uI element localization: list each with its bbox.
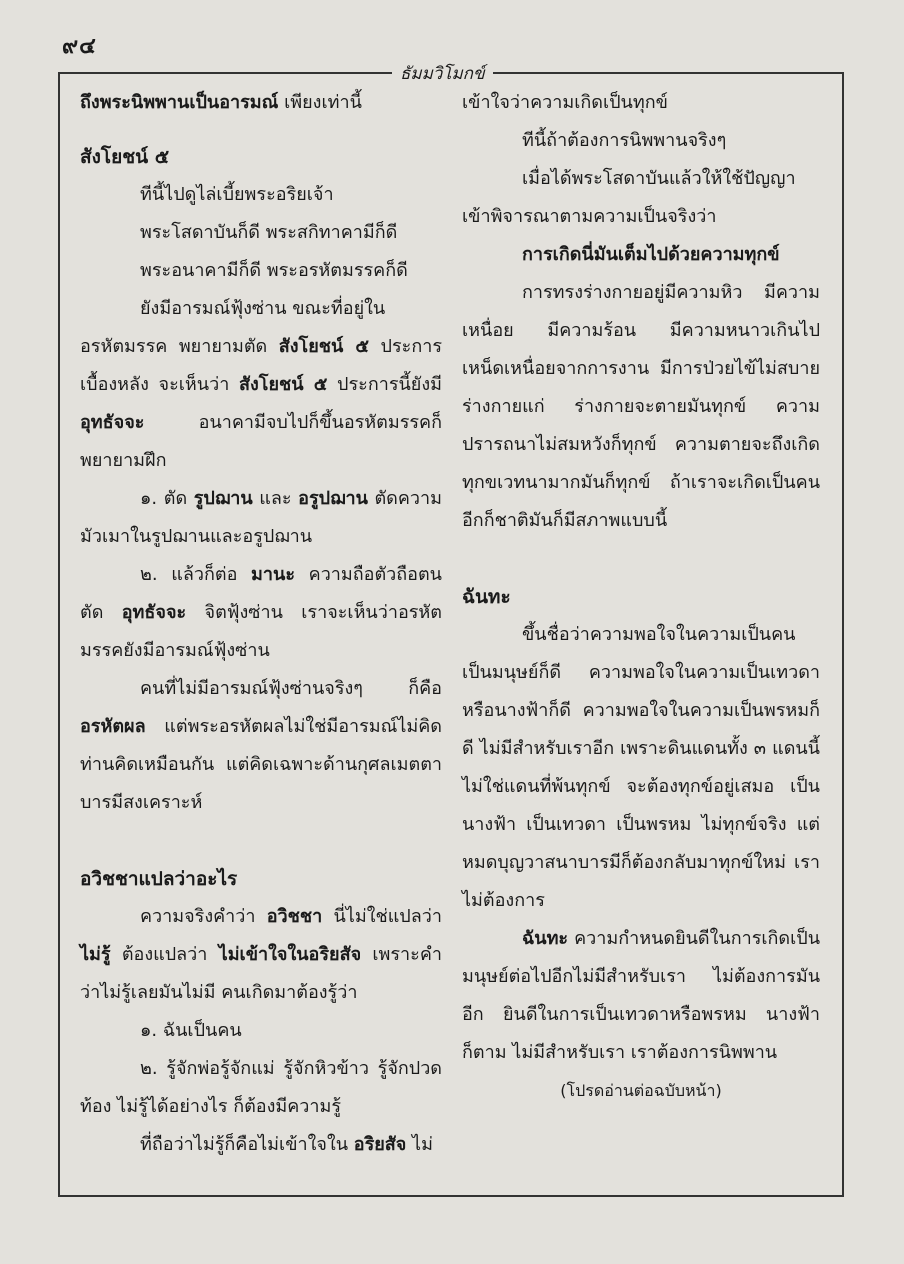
text: จิตฟุ้งซ่าน เราจะเห็นว่าอรหัตมรรคยังมีอารมณ์ฟุ้งซ่าน <box>80 602 442 661</box>
text: ความจริงคำว่า <box>140 906 267 927</box>
paragraph <box>80 1126 442 1164</box>
heading-sangyojana: สังโยชน์ ๕ <box>80 146 170 168</box>
subheading-suffering: การเกิดนี่มันเต็มไปด้วยความทุกข์ <box>522 244 780 265</box>
bold-text: ไม่เข้าใจในอริยสัจ <box>218 944 362 965</box>
paragraph: ทีนี้ถ้าต้องการนิพพานจริงๆ <box>522 130 727 151</box>
paragraph: เข้าใจว่าความเกิดเป็นทุกข์ <box>462 92 668 113</box>
list-item <box>80 556 442 670</box>
paragraph: พระอนาคามีก็ดี พระอรหัตมรรคก็ดี <box>140 260 408 281</box>
bold-text: อุทธัจจะ <box>80 412 145 433</box>
bold-text: ฉันทะ <box>522 928 569 949</box>
bold-text: อริยสัจ <box>353 1134 407 1155</box>
bold-text: รูปฌาน <box>193 488 253 509</box>
text: อนาคามีจบไปก็ขึ้นอรหัตมรรคก็พยายามฝึก <box>80 412 442 471</box>
text: ความกำหนดยินดีในการเกิดเป็นมนุษย์ต่อไปอีกไม่มีสำหรับเรา ไม่ต้องการมันอีก ยินดีในการเป็นเทวดาหรือพรหม นางฟ้าก็ตาม ไม่มีสำหรับเรา เราต้องการนิพพาน <box>462 928 820 1063</box>
text: เพราะคำว่าไม่รู้เลยมันไม่มี คนเกิดมาต้องรู้ว่า <box>80 944 442 1003</box>
text: ไม่ <box>406 1134 433 1155</box>
heading-chanda: ฉันทะ <box>462 586 511 608</box>
text: เพียงเท่านี้ <box>278 92 362 113</box>
text: และ <box>252 488 299 509</box>
left-column <box>80 84 442 1164</box>
paragraph <box>462 920 820 1072</box>
text: อรหัตมรรค พยายามตัด <box>80 336 279 357</box>
text: ๑. ตัด <box>140 488 194 509</box>
paragraph: พระโสดาบันก็ดี พระสกิทาคามีก็ดี <box>140 222 398 243</box>
paragraph: ขึ้นชื่อว่าความพอใจในความเป็นคนเป็นมนุษย์ก็ดี ความพอใจในความเป็นเทวดาหรือนางฟ้าก็ดี ความพอใจในความเป็นพรหมก็ดี ไม่มีสำหรับเราอีก เพราะดินแดนทั้ง ๓ แดนนี้ไม่ใช่แดนที่พ้นทุกข์ จะต้องทุกข์อยู่เสมอ เป็นนางฟ้า เป็นเทวดา เป็นพรหม ไม่ทุกข์จริง แต่หมดบุญวาสนาบารมีก็ต้องกลับมาทุกข์ใหม่ เราไม่ต้องการ <box>462 624 820 911</box>
text: นี่ไม่ใช่แปลว่า <box>322 906 442 927</box>
paragraph <box>80 898 442 1012</box>
text: ประการนี้ยังมี <box>327 374 443 395</box>
right-column <box>462 84 820 1110</box>
paragraph: ยังมีอารมณ์ฟุ้งซ่าน ขณะที่อยู่ใน <box>140 298 386 319</box>
bold-text: ไม่รู้ <box>80 944 111 965</box>
text: แต่พระอรหัตผลไม่ใช่มีอารมณ์ไม่คิด ท่านคิดเหมือนกัน แต่คิดเฉพาะด้านกุศลเมตตาบารมีสงเคราะห์ <box>80 716 442 813</box>
bold-text: อุทธัจจะ <box>121 602 187 623</box>
list-item: ๒. รู้จักพ่อรู้จักแม่ รู้จักหิวข้าว รู้จักปวดท้อง ไม่รู้ได้อย่างไร ก็ต้องมีความรู้ <box>80 1058 442 1117</box>
bold-text: อรหัตผล <box>80 716 146 737</box>
text: ๒. แล้วก็ต่อ <box>140 564 252 585</box>
continued-note: (โปรดอ่านต่อฉบับหน้า) <box>560 1081 722 1100</box>
text: ต้องแปลว่า <box>110 944 219 965</box>
paragraph <box>80 328 442 480</box>
bold-text: มานะ <box>251 564 295 585</box>
list-item: ๑. ฉันเป็นคน <box>140 1020 242 1041</box>
text: คนที่ไม่มีอารมณ์ฟุ้งซ่านจริงๆ ก็คือ <box>140 678 442 699</box>
list-item <box>80 480 442 556</box>
page-number: ๙๔ <box>62 34 97 59</box>
text: ประการเบื้องหลัง จะเห็นว่า <box>80 336 442 395</box>
bold-text: สังโยชน์ ๕ <box>278 336 370 357</box>
bold-text: สังโยชน์ ๕ <box>239 374 328 395</box>
heading-avijja: อวิชชาแปลว่าอะไร <box>80 868 238 890</box>
paragraph <box>80 670 442 822</box>
running-title: ธัมมวิโมกข์ <box>392 60 493 87</box>
paragraph <box>80 84 442 122</box>
paragraph: ทีนี้ไปดูไล่เบี้ยพระอริยเจ้า <box>140 184 334 205</box>
text: ที่ถือว่าไม่รู้ก็คือไม่เข้าใจใน <box>140 1134 354 1155</box>
text: ตัดความมัวเมาในรูปฌานและอรูปฌาน <box>80 488 442 547</box>
bold-text: อรูปฌาน <box>298 488 368 509</box>
bold-text: ถึงพระนิพพานเป็นอารมณ์ <box>80 92 279 113</box>
bold-text: อวิชชา <box>266 906 323 927</box>
paragraph: เมื่อได้พระโสดาบันแล้วให้ใช้ปัญญาเข้าพิจารณาตามความเป็นจริงว่า <box>462 168 796 227</box>
paragraph: การทรงร่างกายอยู่มีความหิว มีความเหนื่อย มีความร้อน มีความหนาวเกินไป เหน็ดเหนื่อยจากการงาน มีการป่วยไข้ไม่สบาย ร่างกายแก่ ร่างกายจะตายมันทุกข์ ความปรารถนาไม่สมหวังก็ทุกข์ ความตายจะถึงเกิดทุกขเวทนามากมันก็ทุกข์ ถ้าเราจะเกิดเป็นคนอีกก็ชาติมันก็มีสภาพแบบนี้ <box>462 282 820 531</box>
text: ความถือตัวถือตน ตัด <box>80 564 442 623</box>
